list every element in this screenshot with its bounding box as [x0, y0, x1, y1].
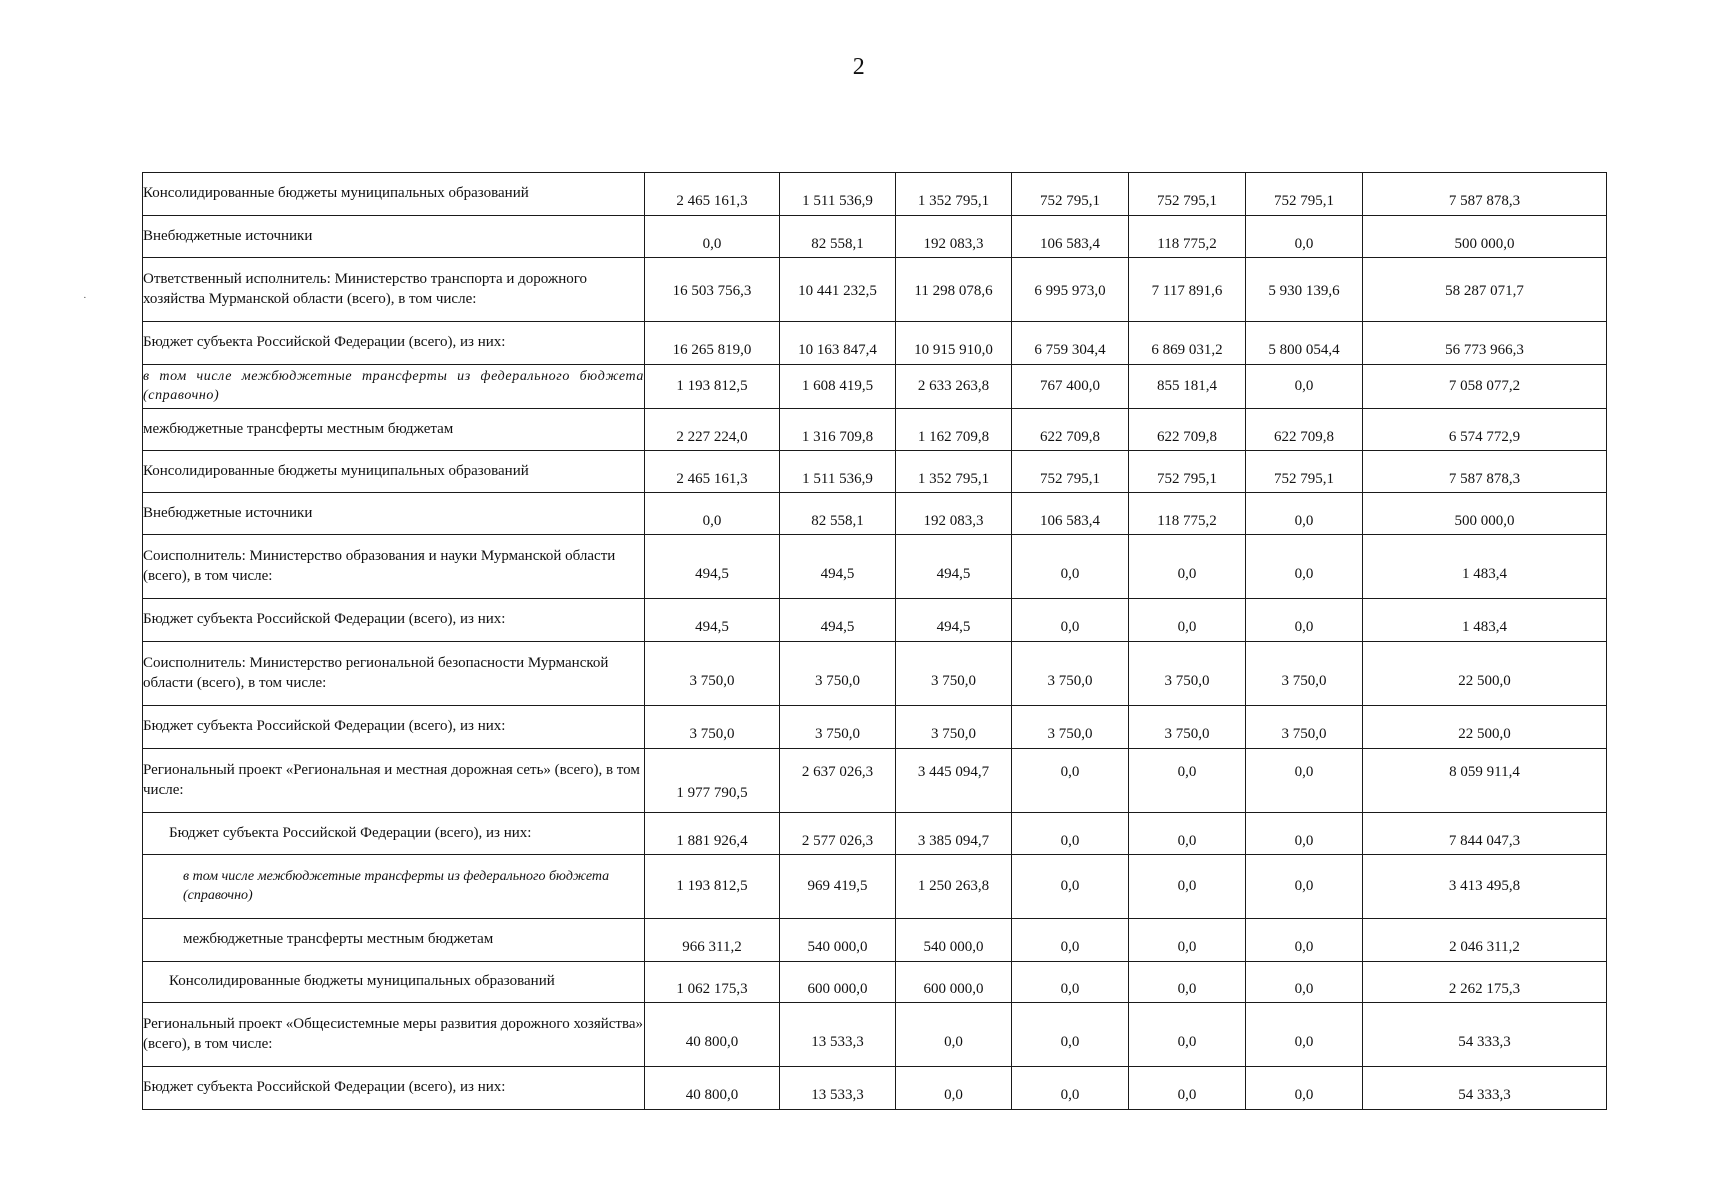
table-row — [143, 962, 1607, 1003]
table-row — [143, 451, 1607, 493]
value-cell: 0,0 — [645, 216, 780, 258]
total-cell: 500 000,0 — [1363, 216, 1607, 258]
value-cell: 1 250 263,8 — [896, 855, 1012, 919]
value-cell: 966 311,2 — [645, 919, 780, 962]
total-cell: 7 058 077,2 — [1363, 365, 1607, 409]
value-cell: 1 352 795,1 — [896, 451, 1012, 493]
value-cell: 0,0 — [1129, 962, 1246, 1003]
row-label: межбюджетные трансферты местным бюджетам — [143, 919, 645, 962]
value-cell: 494,5 — [896, 535, 1012, 599]
value-cell: 2 227 224,0 — [645, 409, 780, 451]
value-cell: 752 795,1 — [1246, 173, 1363, 216]
value-cell: 6 869 031,2 — [1129, 322, 1246, 365]
value-cell: 0,0 — [1129, 919, 1246, 962]
table-row — [143, 1067, 1607, 1110]
value-cell: 2 577 026,3 — [780, 813, 896, 855]
table-row — [143, 173, 1607, 216]
table-row — [143, 322, 1607, 365]
value-cell: 0,0 — [1129, 599, 1246, 642]
value-cell: 752 795,1 — [1246, 451, 1363, 493]
value-cell: 1 511 536,9 — [780, 173, 896, 216]
value-cell: 3 750,0 — [1012, 706, 1129, 749]
value-cell: 767 400,0 — [1012, 365, 1129, 409]
table-row — [143, 642, 1607, 706]
value-cell: 1 316 709,8 — [780, 409, 896, 451]
table-row — [143, 258, 1607, 322]
total-cell: 8 059 911,4 — [1363, 749, 1607, 813]
row-label: Региональный проект «Общесистемные меры развития дорожного хозяйства» (всего), в том числе: — [143, 1003, 645, 1067]
table-row — [143, 535, 1607, 599]
total-cell: 3 413 495,8 — [1363, 855, 1607, 919]
value-cell: 0,0 — [1012, 1003, 1129, 1067]
page-number: 2 — [852, 54, 866, 80]
value-cell: 540 000,0 — [896, 919, 1012, 962]
value-cell: 192 083,3 — [896, 216, 1012, 258]
value-cell: 494,5 — [645, 535, 780, 599]
total-cell: 54 333,3 — [1363, 1003, 1607, 1067]
value-cell: 622 709,8 — [1129, 409, 1246, 451]
value-cell: 0,0 — [1246, 749, 1363, 813]
value-cell: 540 000,0 — [780, 919, 896, 962]
value-cell: 3 385 094,7 — [896, 813, 1012, 855]
margin-mark: · — [83, 292, 87, 304]
value-cell: 1 193 812,5 — [645, 855, 780, 919]
value-cell: 1 881 926,4 — [645, 813, 780, 855]
table-row — [143, 409, 1607, 451]
value-cell: 0,0 — [1012, 813, 1129, 855]
value-cell: 3 750,0 — [896, 706, 1012, 749]
value-cell: 752 795,1 — [1129, 451, 1246, 493]
table-row — [143, 599, 1607, 642]
value-cell: 3 750,0 — [1129, 642, 1246, 706]
table-row — [143, 216, 1607, 258]
value-cell: 82 558,1 — [780, 493, 896, 535]
value-cell: 855 181,4 — [1129, 365, 1246, 409]
value-cell: 0,0 — [1246, 1003, 1363, 1067]
row-label: Бюджет субъекта Российской Федерации (всего), из них: — [143, 322, 645, 365]
row-label: в том числе межбюджетные трансферты из федерального бюджета (справочно) — [143, 365, 645, 409]
value-cell: 2 465 161,3 — [645, 173, 780, 216]
value-cell: 494,5 — [780, 535, 896, 599]
value-cell: 1 193 812,5 — [645, 365, 780, 409]
total-cell: 7 587 878,3 — [1363, 451, 1607, 493]
table-row — [143, 365, 1607, 409]
row-label: Внебюджетные источники — [143, 493, 645, 535]
value-cell: 0,0 — [1012, 599, 1129, 642]
value-cell: 3 750,0 — [780, 642, 896, 706]
row-label: Консолидированные бюджеты муниципальных образований — [143, 173, 645, 216]
value-cell: 0,0 — [1246, 1067, 1363, 1110]
value-cell: 6 995 973,0 — [1012, 258, 1129, 322]
value-cell: 0,0 — [1129, 813, 1246, 855]
row-label: Региональный проект «Региональная и местная дорожная сеть» (всего), в том числе: — [143, 749, 645, 813]
value-cell: 622 709,8 — [1246, 409, 1363, 451]
value-cell: 3 750,0 — [780, 706, 896, 749]
total-cell: 22 500,0 — [1363, 642, 1607, 706]
value-cell: 2 465 161,3 — [645, 451, 780, 493]
value-cell: 0,0 — [1129, 1003, 1246, 1067]
row-label: Бюджет субъекта Российской Федерации (всего), из них: — [143, 813, 645, 855]
value-cell: 192 083,3 — [896, 493, 1012, 535]
value-cell: 5 800 054,4 — [1246, 322, 1363, 365]
value-cell: 16 265 819,0 — [645, 322, 780, 365]
value-cell: 0,0 — [1246, 216, 1363, 258]
total-cell: 7 587 878,3 — [1363, 173, 1607, 216]
value-cell: 13 533,3 — [780, 1067, 896, 1110]
value-cell: 622 709,8 — [1012, 409, 1129, 451]
row-label: Бюджет субъекта Российской Федерации (всего), из них: — [143, 1067, 645, 1110]
value-cell: 0,0 — [1246, 535, 1363, 599]
total-cell: 56 773 966,3 — [1363, 322, 1607, 365]
value-cell: 752 795,1 — [1012, 173, 1129, 216]
value-cell: 2 637 026,3 — [780, 749, 896, 813]
value-cell: 6 759 304,4 — [1012, 322, 1129, 365]
value-cell: 7 117 891,6 — [1129, 258, 1246, 322]
value-cell: 0,0 — [1012, 919, 1129, 962]
table-row — [143, 855, 1607, 919]
value-cell: 0,0 — [645, 493, 780, 535]
value-cell: 0,0 — [1012, 855, 1129, 919]
budget-table — [142, 172, 1607, 1110]
value-cell: 10 441 232,5 — [780, 258, 896, 322]
value-cell: 3 750,0 — [645, 642, 780, 706]
value-cell: 0,0 — [1246, 365, 1363, 409]
total-cell: 500 000,0 — [1363, 493, 1607, 535]
table-row — [143, 706, 1607, 749]
total-cell: 6 574 772,9 — [1363, 409, 1607, 451]
value-cell: 0,0 — [1246, 919, 1363, 962]
value-cell: 118 775,2 — [1129, 216, 1246, 258]
total-cell: 22 500,0 — [1363, 706, 1607, 749]
value-cell: 494,5 — [896, 599, 1012, 642]
row-label: Ответственный исполнитель: Министерство транспорта и дорожного хозяйства Мурманской области (всего), в том числе: — [143, 258, 645, 322]
value-cell: 969 419,5 — [780, 855, 896, 919]
row-label: Консолидированные бюджеты муниципальных образований — [143, 451, 645, 493]
row-label: Соисполнитель: Министерство региональной безопасности Мурманской области (всего), в том числе: — [143, 642, 645, 706]
total-cell: 7 844 047,3 — [1363, 813, 1607, 855]
row-label: Консолидированные бюджеты муниципальных образований — [143, 962, 645, 1003]
value-cell: 0,0 — [896, 1003, 1012, 1067]
value-cell: 752 795,1 — [1129, 173, 1246, 216]
value-cell: 0,0 — [1012, 535, 1129, 599]
value-cell: 600 000,0 — [896, 962, 1012, 1003]
value-cell: 3 750,0 — [896, 642, 1012, 706]
value-cell: 0,0 — [1012, 1067, 1129, 1110]
value-cell: 3 750,0 — [1012, 642, 1129, 706]
total-cell: 2 262 175,3 — [1363, 962, 1607, 1003]
row-label: Бюджет субъекта Российской Федерации (всего), из них: — [143, 706, 645, 749]
table-row — [143, 1003, 1607, 1067]
value-cell: 0,0 — [1012, 749, 1129, 813]
value-cell: 0,0 — [1129, 749, 1246, 813]
value-cell: 11 298 078,6 — [896, 258, 1012, 322]
value-cell: 752 795,1 — [1012, 451, 1129, 493]
value-cell: 600 000,0 — [780, 962, 896, 1003]
total-cell: 58 287 071,7 — [1363, 258, 1607, 322]
value-cell: 118 775,2 — [1129, 493, 1246, 535]
value-cell: 10 915 910,0 — [896, 322, 1012, 365]
value-cell: 0,0 — [1246, 813, 1363, 855]
row-label: межбюджетные трансферты местным бюджетам — [143, 409, 645, 451]
value-cell: 3 750,0 — [1129, 706, 1246, 749]
total-cell: 1 483,4 — [1363, 599, 1607, 642]
value-cell: 40 800,0 — [645, 1067, 780, 1110]
value-cell: 0,0 — [1246, 855, 1363, 919]
value-cell: 0,0 — [896, 1067, 1012, 1110]
table-row — [143, 493, 1607, 535]
value-cell: 0,0 — [1246, 962, 1363, 1003]
row-label: Внебюджетные источники — [143, 216, 645, 258]
table-row — [143, 749, 1607, 813]
value-cell: 40 800,0 — [645, 1003, 780, 1067]
value-cell: 494,5 — [780, 599, 896, 642]
value-cell: 106 583,4 — [1012, 493, 1129, 535]
value-cell: 1 511 536,9 — [780, 451, 896, 493]
value-cell: 0,0 — [1129, 855, 1246, 919]
value-cell: 10 163 847,4 — [780, 322, 896, 365]
value-cell: 1 062 175,3 — [645, 962, 780, 1003]
row-label: в том числе межбюджетные трансферты из федерального бюджета (справочно) — [143, 855, 645, 919]
value-cell: 1 608 419,5 — [780, 365, 896, 409]
value-cell: 82 558,1 — [780, 216, 896, 258]
value-cell: 0,0 — [1129, 535, 1246, 599]
value-cell: 3 750,0 — [1246, 642, 1363, 706]
value-cell: 0,0 — [1129, 1067, 1246, 1110]
row-label: Бюджет субъекта Российской Федерации (всего), из них: — [143, 599, 645, 642]
total-cell: 2 046 311,2 — [1363, 919, 1607, 962]
total-cell: 1 483,4 — [1363, 535, 1607, 599]
value-cell: 3 750,0 — [1246, 706, 1363, 749]
value-cell: 0,0 — [1012, 962, 1129, 1003]
table-row — [143, 813, 1607, 855]
value-cell: 494,5 — [645, 599, 780, 642]
value-cell: 2 633 263,8 — [896, 365, 1012, 409]
value-cell: 1 352 795,1 — [896, 173, 1012, 216]
value-cell: 16 503 756,3 — [645, 258, 780, 322]
value-cell: 3 445 094,7 — [896, 749, 1012, 813]
row-label: Соисполнитель: Министерство образования и науки Мурманской области (всего), в том числе: — [143, 535, 645, 599]
value-cell: 3 750,0 — [645, 706, 780, 749]
value-cell: 0,0 — [1246, 599, 1363, 642]
value-cell: 106 583,4 — [1012, 216, 1129, 258]
value-cell: 0,0 — [1246, 493, 1363, 535]
value-cell: 1 162 709,8 — [896, 409, 1012, 451]
value-cell: 1 977 790,5 — [645, 749, 780, 813]
total-cell: 54 333,3 — [1363, 1067, 1607, 1110]
value-cell: 5 930 139,6 — [1246, 258, 1363, 322]
value-cell: 13 533,3 — [780, 1003, 896, 1067]
table-row — [143, 919, 1607, 962]
